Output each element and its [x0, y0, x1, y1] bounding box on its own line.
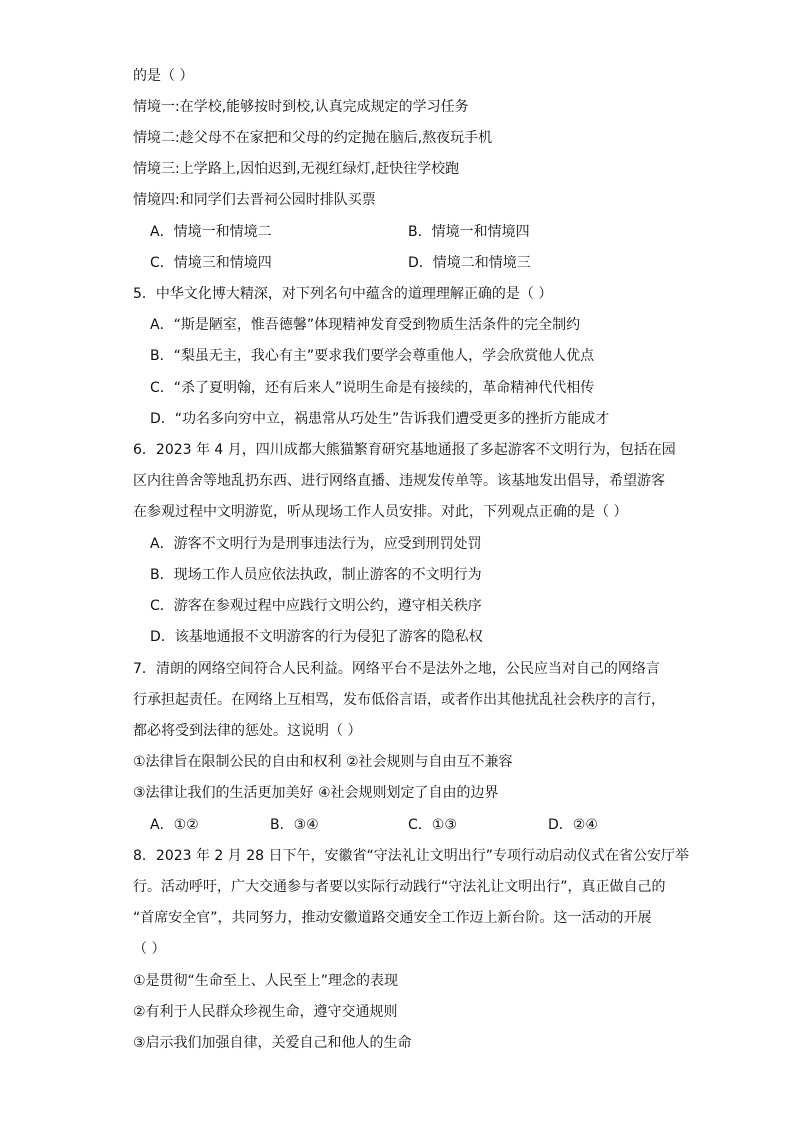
q8-item-2: ②有利于人民群众珍视生命，遵守交通规则	[133, 1004, 398, 1020]
q5-option-a[interactable]: A．“斯是陋室，惟吾德馨”体现精神发育受到物质生活条件的完全制约	[150, 317, 581, 333]
q4-option-a[interactable]: A．情境一和情境二	[150, 224, 272, 240]
q6-stem-line-1: 6．2023 年 4 月，四川成都大熊猫繁育研究基地通报了多起游客不文明行为，包括在园	[133, 442, 676, 458]
q7-stem-line-3: 都必将受到法律的惩处。这说明（ ）	[133, 723, 362, 739]
q8-stem-line-4: （ ）	[133, 941, 166, 957]
q6-stem-line-3: 在参观过程中文明游览，听从现场工作人员安排。对此，下列观点正确的是（ ）	[133, 504, 628, 520]
q7-option-a[interactable]: A．①②	[150, 817, 199, 833]
q8-stem-line-1: 8．2023 年 2 月 28 日下午，安徽省“守法礼让文明出行”专项行动启动仪式在省公安厅举	[133, 848, 690, 864]
q7-stem-line-1: 7．清朗的网络空间符合人民利益。网络平台不是法外之地，公民应当对自己的网络言	[133, 661, 660, 677]
q4-situation-3: 情境三:上学路上,因怕迟到,无视红绿灯,赶快往学校跑	[133, 161, 460, 177]
q7-items-line-1: ①法律旨在限制公民的自由和权利 ②社会规则与自由互不兼容	[133, 754, 513, 770]
q7-stem-line-2: 行承担起责任。在网络上互相骂，发布低俗言语，或者作出其他扰乱社会秩序的言行，	[133, 692, 665, 708]
q4-stem-end: 的是（ ）	[133, 68, 194, 84]
q5-option-c[interactable]: C．“杀了夏明翰，还有后来人”说明生命是有接续的，革命精神代代相传	[150, 380, 595, 396]
q7-option-b[interactable]: B．③④	[270, 817, 319, 833]
q4-option-b[interactable]: B．情境一和情境四	[408, 224, 530, 240]
q4-situation-1: 情境一:在学校,能够按时到校,认真完成规定的学习任务	[133, 99, 469, 115]
q8-item-3: ③启示我们加强自律，关爱自己和他人的生命	[133, 1035, 412, 1051]
q8-item-1: ①是贯彻“生命至上、人民至上”理念的表现	[133, 973, 399, 989]
q5-stem: 5．中华文化博大精深，对下列名句中蕴含的道理理解正确的是（ ）	[133, 286, 553, 302]
q6-option-d[interactable]: D．该基地通报不文明游客的行为侵犯了游客的隐私权	[150, 629, 483, 645]
q6-option-c[interactable]: C．游客在参观过程中应践行文明公约，遵守相关秩序	[150, 598, 482, 614]
q8-stem-line-3: “首席安全官”，共同努力，推动安徽道路交通安全工作迈上新台阶。这一活动的开展	[133, 910, 652, 926]
q7-items-line-2: ③法律让我们的生活更加美好 ④社会规则划定了自由的边界	[133, 785, 499, 801]
q6-option-b[interactable]: B．现场工作人员应依法执政，制止游客的不文明行为	[150, 567, 482, 583]
q5-option-b[interactable]: B．“梨虽无主，我心有主”要求我们要学会尊重他人，学会欣赏他人优点	[150, 348, 595, 364]
q6-stem-line-2: 区内往兽舍等地乱扔东西、进行网络直播、违规发传单等。该基地发出倡导，希望游客	[133, 473, 665, 489]
q4-option-c[interactable]: C．情境三和情境四	[150, 255, 272, 271]
q4-situation-4: 情境四:和同学们去晋祠公园时排队买票	[133, 192, 376, 208]
q5-option-d[interactable]: D．“功名多向穷中立，祸患常从巧处生”告诉我们遭受更多的挫折方能成才	[150, 411, 610, 427]
q6-option-a[interactable]: A．游客不文明行为是刑事违法行为，应受到刑罚处罚	[150, 536, 482, 552]
q7-option-d[interactable]: D．②④	[548, 817, 598, 833]
q7-option-c[interactable]: C．①③	[408, 817, 457, 833]
q4-situation-2: 情境二:趁父母不在家把和父母的约定抛在脑后,熬夜玩手机	[133, 130, 493, 146]
q4-option-d[interactable]: D．情境二和情境三	[408, 255, 531, 271]
q8-stem-line-2: 行。活动呼吁，广大交通参与者要以实际行动践行“守法礼让文明出行”，真正做自己的	[133, 879, 666, 895]
